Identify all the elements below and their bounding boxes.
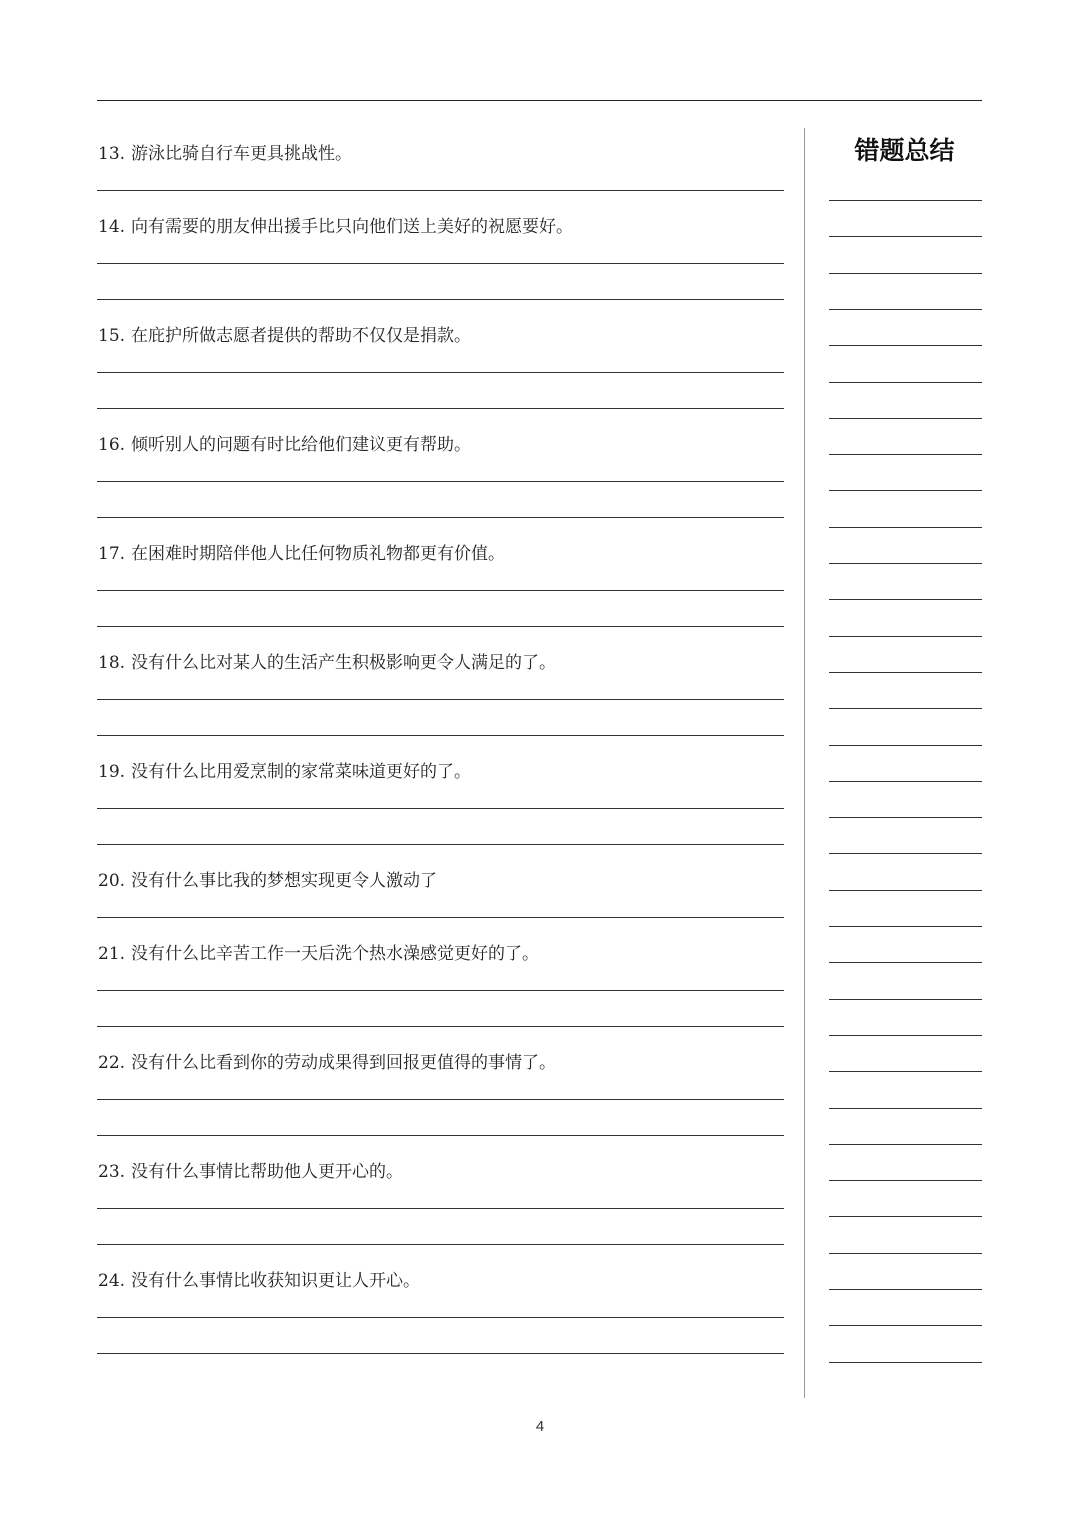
summary-line[interactable] [829, 273, 982, 274]
question-text: 没有什么比看到你的劳动成果得到回报更值得的事情了。 [131, 1053, 557, 1073]
question-text: 没有什么事比我的梦想实现更令人激动了 [131, 871, 438, 891]
summary-line[interactable] [829, 527, 982, 528]
summary-line[interactable] [829, 962, 982, 963]
question-item [97, 627, 784, 700]
header-rule [97, 100, 982, 101]
answer-line[interactable] [97, 482, 784, 518]
question-number: 22. [98, 1053, 126, 1073]
question-item [97, 191, 784, 264]
answer-line[interactable] [97, 809, 784, 845]
question-text: 游泳比骑自行车更具挑战性。 [131, 144, 353, 164]
summary-line[interactable] [829, 1362, 982, 1363]
page-number: 4 [535, 1418, 545, 1435]
summary-line[interactable] [829, 1035, 982, 1036]
question-number: 18. [98, 653, 126, 673]
summary-line[interactable] [829, 1108, 982, 1109]
summary-line[interactable] [829, 382, 982, 383]
question-number: 20. [98, 871, 126, 891]
question-number: 14. [98, 217, 126, 237]
question-text: 没有什么比对某人的生活产生积极影响更令人满足的了。 [131, 653, 557, 673]
question-text: 没有什么事情比帮助他人更开心的。 [131, 1162, 404, 1182]
summary-line[interactable] [829, 490, 982, 491]
summary-line[interactable] [829, 1216, 982, 1217]
answer-line[interactable] [97, 373, 784, 409]
question-text: 向有需要的朋友伸出援手比只向他们送上美好的祝愿要好。 [131, 217, 574, 237]
question-item [97, 409, 784, 482]
question-item [97, 845, 784, 918]
summary-line[interactable] [829, 745, 982, 746]
summary-line[interactable] [829, 345, 982, 346]
question-item [97, 518, 784, 591]
question-text: 在庇护所做志愿者提供的帮助不仅仅是捐款。 [131, 326, 472, 346]
answer-line[interactable] [97, 700, 784, 736]
summary-line[interactable] [829, 672, 982, 673]
question-item [97, 1245, 784, 1318]
summary-line[interactable] [829, 926, 982, 927]
answer-line[interactable] [97, 591, 784, 627]
summary-line[interactable] [829, 636, 982, 637]
question-item [97, 1136, 784, 1209]
question-number: 17. [98, 544, 126, 564]
question-item [97, 300, 784, 373]
question-text: 没有什么比用爱烹制的家常菜味道更好的了。 [131, 762, 472, 782]
summary-line[interactable] [829, 309, 982, 310]
summary-line[interactable] [829, 1180, 982, 1181]
summary-line[interactable] [829, 1289, 982, 1290]
question-number: 21. [98, 944, 126, 964]
question-number: 24. [98, 1271, 126, 1291]
question-item [97, 118, 784, 191]
summary-line[interactable] [829, 599, 982, 600]
summary-line[interactable] [829, 454, 982, 455]
summary-line[interactable] [829, 817, 982, 818]
question-text: 没有什么事情比收获知识更让人开心。 [131, 1271, 421, 1291]
summary-line[interactable] [829, 708, 982, 709]
question-number: 19. [98, 762, 126, 782]
answer-line[interactable] [97, 1318, 784, 1354]
question-item [97, 736, 784, 809]
summary-line[interactable] [829, 236, 982, 237]
summary-line[interactable] [829, 1253, 982, 1254]
summary-line[interactable] [829, 1144, 982, 1145]
summary-title: 错题总结 [854, 136, 955, 165]
answer-line[interactable] [97, 264, 784, 300]
summary-line[interactable] [829, 999, 982, 1000]
question-text: 没有什么比辛苦工作一天后洗个热水澡感觉更好的了。 [131, 944, 540, 964]
summary-line[interactable] [829, 781, 982, 782]
summary-line[interactable] [829, 418, 982, 419]
answer-line[interactable] [97, 1100, 784, 1136]
summary-line[interactable] [829, 1071, 982, 1072]
question-text: 倾听别人的问题有时比给他们建议更有帮助。 [131, 435, 472, 455]
question-item [97, 918, 784, 991]
question-number: 16. [98, 435, 126, 455]
question-item [97, 1027, 784, 1100]
question-list [97, 118, 784, 1354]
summary-line[interactable] [829, 200, 982, 201]
question-number: 13. [98, 144, 126, 164]
summary-line[interactable] [829, 890, 982, 891]
question-text: 在困难时期陪伴他人比任何物质礼物都更有价值。 [131, 544, 506, 564]
answer-line[interactable] [97, 991, 784, 1027]
column-divider [804, 128, 805, 1398]
answer-line[interactable] [97, 1209, 784, 1245]
question-number: 23. [98, 1162, 126, 1182]
question-number: 15. [98, 326, 126, 346]
summary-line[interactable] [829, 853, 982, 854]
summary-line[interactable] [829, 563, 982, 564]
summary-line[interactable] [829, 1325, 982, 1326]
